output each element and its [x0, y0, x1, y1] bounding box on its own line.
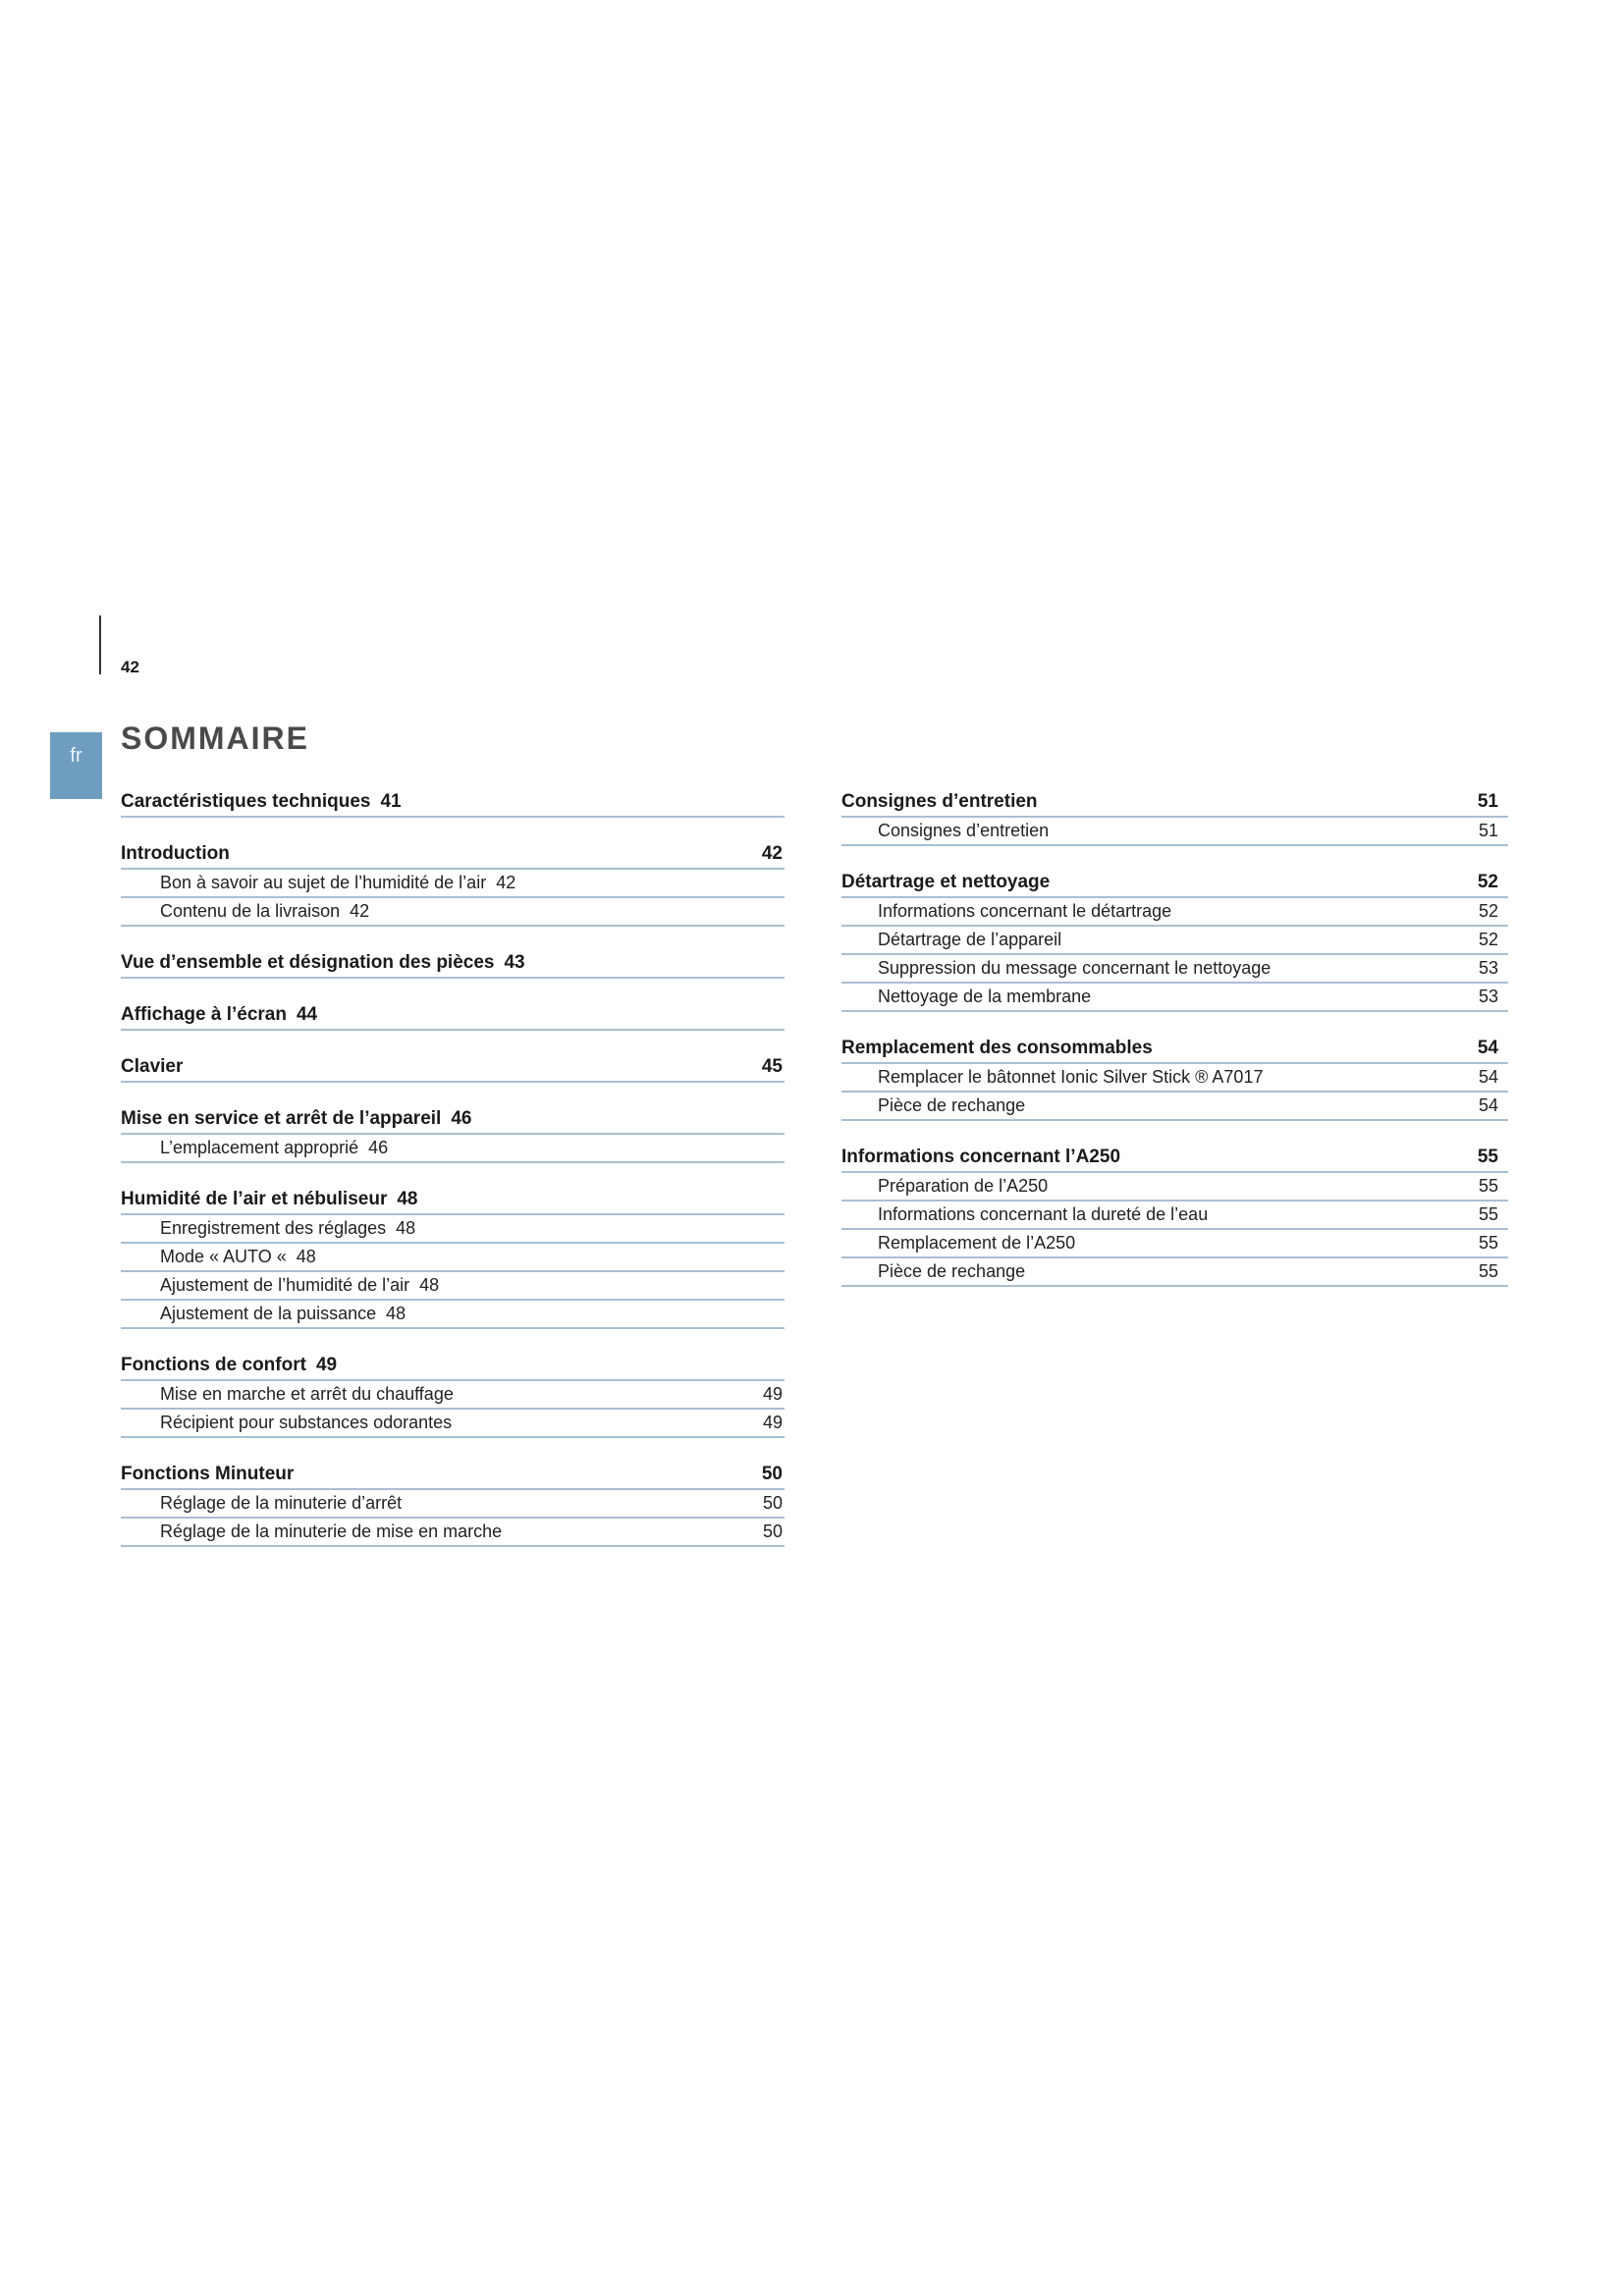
section-page: 54	[1477, 1038, 1498, 1058]
entry-page: 49	[762, 1384, 783, 1404]
entry-page: 55	[1478, 1261, 1498, 1281]
toc-section-heading[interactable]	[121, 1054, 785, 1083]
entry-label-group	[878, 927, 1061, 953]
section-page-inline: 46	[451, 1108, 472, 1129]
toc-section	[121, 1353, 785, 1438]
section-title: Humidité de l’air et nébuliseur	[121, 1189, 388, 1209]
section-title: Détartrage et nettoyage	[841, 872, 1051, 892]
toc-section	[121, 1002, 785, 1031]
entry-page: 55	[1478, 1176, 1498, 1196]
entry-label: Bon à savoir au sujet de l’humidité de l’air	[160, 873, 487, 892]
section-title-group	[121, 950, 525, 976]
toc-entry[interactable]	[121, 1272, 785, 1301]
entry-label: Réglage de la minuterie d’arrêt	[160, 1493, 403, 1513]
toc-section-heading[interactable]	[841, 1145, 1508, 1173]
toc-entry[interactable]	[841, 1064, 1508, 1093]
toc-section	[121, 789, 785, 818]
entry-label: L’emplacement approprié	[160, 1138, 359, 1157]
entry-label: Informations concernant la dureté de l’eau	[878, 1204, 1209, 1224]
toc-section	[121, 1054, 785, 1083]
toc-entry[interactable]	[121, 1519, 785, 1547]
toc-section	[841, 1145, 1508, 1287]
entry-page: 51	[1478, 821, 1498, 840]
toc-section-heading[interactable]	[841, 789, 1508, 818]
toc-entry[interactable]	[841, 1173, 1508, 1201]
entry-label: Ajustement de la puissance	[160, 1304, 377, 1323]
entry-page-inline: 46	[368, 1138, 389, 1157]
entry-label-group	[160, 1490, 402, 1517]
entry-label: Nettoyage de la membrane	[878, 987, 1092, 1006]
entry-page: 54	[1478, 1095, 1498, 1115]
toc-section	[121, 950, 785, 979]
entry-label-group	[160, 1244, 316, 1270]
toc-entry[interactable]	[841, 818, 1508, 846]
section-title: Introduction	[121, 843, 230, 864]
toc-entry[interactable]	[121, 1301, 785, 1329]
entry-label: Réglage de la minuterie de mise en marche	[160, 1522, 503, 1541]
toc-section-heading[interactable]	[841, 1036, 1508, 1064]
entry-label: Enregistrement des réglages	[160, 1218, 387, 1238]
entry-label-group	[878, 1093, 1025, 1119]
entry-label-group	[160, 1381, 454, 1408]
entry-label: Détartrage de l’appareil	[878, 930, 1062, 949]
section-page-inline: 41	[380, 791, 402, 812]
entry-label-group	[160, 1301, 406, 1327]
section-page-inline: 48	[397, 1189, 418, 1209]
entry-label: Suppression du message concernant le nettoyage	[878, 958, 1272, 978]
entry-page: 55	[1478, 1233, 1498, 1253]
toc-entry[interactable]	[121, 1135, 785, 1163]
entry-page: 53	[1478, 958, 1498, 978]
entry-page-inline: 48	[396, 1218, 416, 1238]
entry-page: 54	[1478, 1067, 1498, 1087]
entry-label-group	[878, 898, 1171, 925]
section-title-group	[841, 1145, 1120, 1170]
toc-left-column	[121, 789, 785, 1571]
entry-label-group	[878, 1258, 1025, 1285]
section-page: 52	[1477, 872, 1498, 892]
entry-label-group	[878, 818, 1049, 844]
margin-rule	[99, 615, 101, 674]
toc-entry[interactable]	[841, 955, 1508, 984]
entry-label-group	[878, 1230, 1075, 1256]
entry-page: 49	[762, 1413, 783, 1432]
entry-page-inline: 48	[419, 1275, 440, 1295]
toc-entry[interactable]	[841, 1258, 1508, 1287]
entry-label-group	[160, 1410, 452, 1436]
toc-section	[841, 789, 1508, 846]
entry-page-inline: 48	[296, 1247, 316, 1266]
toc-entry[interactable]	[121, 1244, 785, 1272]
entry-label: Remplacer le bâtonnet Ionic Silver Stick ® A7017	[878, 1067, 1264, 1087]
section-title: Clavier	[121, 1056, 184, 1077]
entry-label-group	[160, 1519, 502, 1545]
toc-section-heading[interactable]	[121, 1353, 785, 1381]
entry-label: Ajustement de l’humidité de l’air	[160, 1275, 410, 1295]
entry-page: 52	[1478, 901, 1498, 921]
toc-right-column	[841, 789, 1508, 1310]
toc-entry[interactable]	[841, 1201, 1508, 1230]
section-page-inline: 44	[296, 1004, 318, 1025]
toc-entry[interactable]	[841, 1093, 1508, 1121]
toc-entry[interactable]	[121, 1490, 785, 1519]
entry-label-group	[160, 898, 369, 925]
toc-section-heading[interactable]	[121, 950, 785, 979]
toc-section	[121, 1187, 785, 1329]
entry-label: Remplacement de l’A250	[878, 1233, 1076, 1253]
section-title: Vue d’ensemble et désignation des pièces	[121, 952, 495, 973]
toc-section-heading[interactable]	[121, 789, 785, 818]
entry-label-group	[878, 955, 1271, 982]
section-page: 55	[1477, 1147, 1498, 1167]
section-title-group	[121, 1054, 183, 1080]
section-title-group	[121, 1462, 294, 1487]
toc-section-heading[interactable]	[121, 1106, 785, 1135]
section-title-group	[121, 1187, 417, 1212]
entry-page-inline: 42	[496, 873, 516, 892]
entry-label: Contenu de la livraison	[160, 901, 341, 921]
section-title: Remplacement des consommables	[841, 1038, 1153, 1058]
toc-section	[121, 1462, 785, 1547]
toc-section	[121, 1106, 785, 1163]
entry-label-group	[160, 1272, 439, 1299]
entry-label: Récipient pour substances odorantes	[160, 1413, 453, 1432]
entry-label: Mode « AUTO «	[160, 1247, 287, 1266]
entry-page: 50	[762, 1493, 783, 1513]
entry-label: Préparation de l’A250	[878, 1176, 1049, 1196]
section-title: Fonctions de confort	[121, 1355, 306, 1375]
toc-section-heading[interactable]	[841, 870, 1508, 898]
section-title: Caractéristiques techniques	[121, 791, 371, 812]
toc-entry[interactable]	[841, 898, 1508, 927]
entry-label: Consignes d’entretien	[878, 821, 1050, 840]
entry-label-group	[878, 1201, 1208, 1228]
toc-section	[841, 870, 1508, 1012]
section-title: Affichage à l’écran	[121, 1004, 287, 1025]
section-title-group	[841, 789, 1038, 815]
section-title-group	[841, 870, 1050, 895]
toc-section-heading[interactable]	[121, 1187, 785, 1215]
toc-section-heading[interactable]	[121, 841, 785, 870]
section-page-inline: 43	[504, 952, 525, 973]
toc-entry[interactable]	[121, 1381, 785, 1410]
toc-entry[interactable]	[121, 1215, 785, 1244]
section-title-group	[121, 1353, 337, 1378]
section-title-group	[121, 789, 402, 815]
entry-page: 50	[762, 1522, 783, 1541]
entry-label-group	[160, 1135, 388, 1161]
toc-entry[interactable]	[121, 870, 785, 898]
toc-section	[121, 841, 785, 927]
entry-label-group	[878, 984, 1091, 1010]
entry-label: Informations concernant le détartrage	[878, 901, 1172, 921]
toc-entry[interactable]	[121, 1410, 785, 1438]
entry-page-inline: 42	[350, 901, 370, 921]
entry-label-group	[878, 1173, 1048, 1200]
section-title-group	[121, 841, 230, 867]
toc-entry[interactable]	[841, 1230, 1508, 1258]
entry-label-group	[878, 1064, 1263, 1091]
toc-entry[interactable]	[841, 927, 1508, 955]
toc-section-heading[interactable]	[121, 1002, 785, 1031]
entry-label: Mise en marche et arrêt du chauffage	[160, 1384, 454, 1404]
toc-entry[interactable]	[841, 984, 1508, 1012]
toc-entry[interactable]	[121, 898, 785, 927]
section-title: Mise en service et arrêt de l’appareil	[121, 1108, 442, 1129]
section-page: 45	[761, 1056, 783, 1077]
section-page: 42	[761, 843, 783, 864]
section-page: 51	[1477, 791, 1498, 812]
toc-section	[841, 1036, 1508, 1121]
entry-label: Pièce de rechange	[878, 1095, 1026, 1115]
language-tab: fr	[50, 732, 102, 799]
entry-page-inline: 48	[386, 1304, 406, 1323]
section-title-group	[121, 1002, 317, 1028]
section-title-group	[121, 1106, 471, 1132]
section-page: 50	[761, 1464, 783, 1484]
entry-page: 53	[1478, 987, 1498, 1006]
toc-section-heading[interactable]	[121, 1462, 785, 1490]
entry-label-group	[160, 1215, 415, 1242]
section-page-inline: 49	[315, 1355, 338, 1375]
page-number: 42	[121, 658, 139, 676]
section-title: Consignes d’entretien	[841, 791, 1038, 812]
entry-label-group	[160, 870, 515, 896]
section-title-group	[841, 1036, 1153, 1061]
entry-page: 55	[1478, 1204, 1498, 1224]
page-title: SOMMAIRE	[121, 721, 309, 756]
section-title: Informations concernant l’A250	[841, 1147, 1121, 1167]
entry-page: 52	[1478, 930, 1498, 949]
section-title: Fonctions Minuteur	[121, 1464, 295, 1484]
entry-label: Pièce de rechange	[878, 1261, 1026, 1281]
